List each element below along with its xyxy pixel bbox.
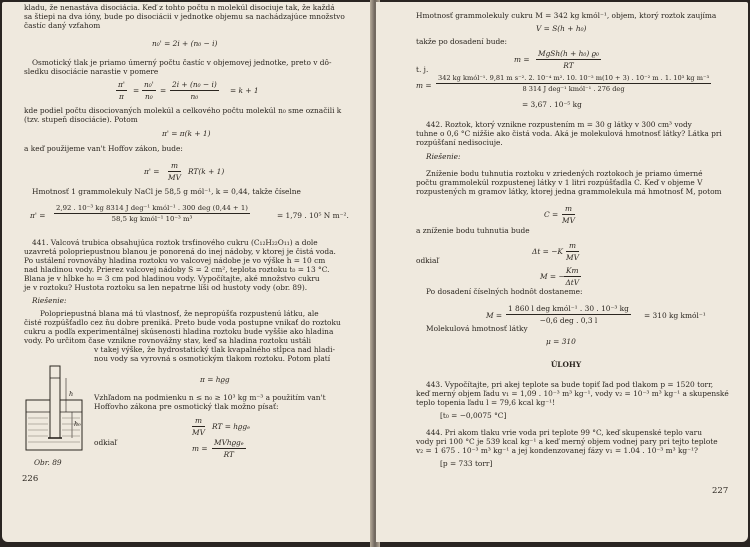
problem-442: tuhne o 0,6 °C nižšie ako čistá voda. Aká je molekulová hmotnosť látky? Látka pri xyxy=(416,129,722,138)
equation-result: = 310 kg kmól⁻¹ xyxy=(644,311,706,320)
equation-tail: RT = hϱgₑ xyxy=(212,422,250,431)
left-line: častíc daný vzťahom xyxy=(24,21,101,30)
fraction: $\frac{\text{2i + (n₀ − i)}}{\text{n₀}}$ xyxy=(172,80,217,101)
left-line: nou vody sa vyrovná s osmotickým tlakom roztoku. Potom platí xyxy=(94,354,331,363)
fraction: $\frac{\text{n₀'}}{\text{n₀}}$ xyxy=(144,80,154,101)
equation: V = S(h + h₀) xyxy=(536,24,587,33)
equation: μ = 310 xyxy=(546,337,576,346)
fraction: $\frac{m}{MV}$ xyxy=(192,416,205,437)
right-line: Molekulová hmotnosť látky xyxy=(426,324,528,333)
equation: π' = xyxy=(144,167,160,176)
left-line: vody. Po určitom čase vznikne rovnovážny stav, keď sa hladina roztoku ustáli xyxy=(24,336,311,345)
problem-441: Po ustálení rovnováhy hladina roztoku vo valcovej nádobe je vo výške h = 10 cm xyxy=(24,256,326,265)
problem-443: teplo topenia ľadu l = 79,6 kcal kg⁻¹! xyxy=(416,398,556,407)
problem-443: 443. Vypočítajte, pri akej teplote sa bude topiť ľad pod tlakom p = 1520 torr, xyxy=(426,380,714,389)
equation: m = xyxy=(416,81,432,90)
left-line: čisté rozpúšťadlo cez ňu dobre preniká. Preto bude voda postupne vnikať do roztoku xyxy=(24,318,341,327)
odkial-label: odkiaľ xyxy=(94,438,117,447)
equation: π' = π(k + 1) xyxy=(162,129,211,138)
problem-443: keď merný objem ľadu v₁ = 1,09 . 10⁻³ m³ kg⁻¹, vody v₂ = 10⁻³ m³ kg⁻¹ a skupenské xyxy=(416,389,729,398)
right-line: počtu grammolekúl rozpustenej látky v 1 litri rozpúšťadla C. Keď v objeme V xyxy=(416,178,703,187)
answer-444: [p = 733 torr] xyxy=(440,459,493,468)
fraction: $\frac{m}{MV}$ xyxy=(566,241,579,262)
equation: C = xyxy=(544,210,559,219)
right-line: Po dosadení číselných hodnôt dostaneme: xyxy=(426,287,583,296)
equation: Δt = −K xyxy=(532,247,563,256)
right-page xyxy=(376,2,748,542)
problem-441: je v roztoku? Hustota roztoku sa len nepatrne líši od hustoty vody (obr. 89). xyxy=(24,283,308,292)
problem-444: vody pri 100 °C je 539 kcal kg⁻¹ a keď merný objem vodnej pary pri tejto teplote xyxy=(416,437,718,446)
equation: m = xyxy=(514,55,530,64)
left-line: v takej výške, že hydrostatický tlak kvapalného stĺpca nad hladi- xyxy=(94,345,335,354)
left-line: Osmotický tlak je priamo úmerný počtu častíc v objemovej jednotke, preto v dô- xyxy=(32,58,332,67)
fraction: MgSh(h + h₀) ϱ₀ RT xyxy=(538,49,599,70)
solution-label: Riešenie: xyxy=(426,152,461,161)
right-line: Hmotnosť grammolekuly cukru M = 342 kg kmól⁻¹, objem, ktorý roztok zaujíma xyxy=(416,11,717,20)
solution-label: Riešenie: xyxy=(32,296,67,305)
left-page xyxy=(2,2,374,542)
fraction: $\frac{m}{MV}$ xyxy=(168,161,181,182)
equation: π = hϱg xyxy=(200,375,230,384)
equation-tail: = 1,79 . 10⁵ N m⁻². xyxy=(277,211,349,220)
problem-442: 442. Roztok, ktorý vznikne rozpustením m = 30 g látky v 300 cm³ vody xyxy=(426,120,692,129)
problem-441: Blana je v hĺbke h₀ = 3 cm pod hladinou vody. Vypočítajte, aké množstvo cukru xyxy=(24,274,320,283)
section-heading: ÚLOHY xyxy=(550,360,582,369)
right-line: rozpustených m gramov látky, ktorej jedna grammolekula má hmotnosť M, potom xyxy=(416,187,722,196)
problem-442: rozpúšťaní nedisociuje. xyxy=(416,138,503,147)
equation: π' = xyxy=(30,211,46,220)
equation: M = xyxy=(486,311,503,320)
problem-444: v₂ = 1 675 . 10⁻³ m³ kg⁻¹ a jej kondenzovanej fázy v₁ = 1.04 . 10⁻³ m³ kg⁻¹? xyxy=(416,446,698,455)
equals: = xyxy=(133,86,140,95)
fraction: 2,92 . 10⁻³ kg 8314 J deg⁻¹ kmól⁻¹ . 300 deg (0,44 + 1) 58,5 kg kmól⁻¹ 10⁻³ m³ xyxy=(56,204,248,223)
left-line: sa štiepi na dva ióny, bude po disociácii v jednotke objemu sa nachádzajúce množstvo xyxy=(24,12,345,21)
fraction: MVhϱgₑ RT xyxy=(214,438,244,459)
left-line: (tzv. stupeň disociácie). Potom xyxy=(24,115,138,124)
equation: m = xyxy=(192,444,208,453)
right-line: t. j. xyxy=(416,65,429,74)
page-number: 227 xyxy=(712,486,729,496)
left-line: Polopriepustná blana má tú vlastnosť, že nepropúšťa rozpustenú látku, ale xyxy=(40,309,319,318)
right-line: takže po dosadení bude: xyxy=(416,37,508,46)
right-line: a zníženie bodu tuhnutia bude xyxy=(416,226,530,235)
left-line: Hoffovho zákona pre osmotický tlak možno písať: xyxy=(94,402,279,411)
odkial-label: odkiaľ xyxy=(416,256,439,265)
left-line: Vzhľadom na podmienku n ≤ n₀ ≥ 10³ kg m⁻³ a použitím van't xyxy=(94,393,326,402)
left-line: cukru a podľa experimentálnej skúsenosti hladina roztoku bude vyššie ako hladina xyxy=(24,327,334,336)
fraction: Km ΔtV xyxy=(565,266,580,287)
problem-441: uzavretá polopriepustnou blanou je ponorená do inej nádoby, v ktorej je čistá voda. xyxy=(24,247,336,256)
figure-label-h0: h₀ xyxy=(74,420,81,428)
fraction: 342 kg kmól⁻¹. 9,81 m s⁻². 2. 10⁻⁴ m². 10. 10⁻² m(10 + 3) . 10⁻² m . 1. 10³ kg m⁻³ 8 314 J deg⁻¹ kmól⁻¹ . 276 deg xyxy=(438,74,710,93)
page-number: 226 xyxy=(22,474,39,484)
problem-441: nad hladinou vody. Prierez valcovej nádoby S = 2 cm², teplota roztoku t₀ = 13 °C. xyxy=(24,265,330,274)
figure-caption: Obr. 89 xyxy=(34,458,62,467)
left-line: sledku disociácie narastie v pomere xyxy=(24,67,159,76)
problem-441: 441. Valcová trubica obsahujúca roztok trsťinového cukru (C₁₂H₂₂O₁₁) a dole xyxy=(32,238,318,247)
left-line: a keď použijeme van't Hoffov zákon, bude: xyxy=(24,144,183,153)
equation: n₀' = 2i + (n₀ − i) xyxy=(152,39,218,48)
fraction: 1 860 l deg kmól⁻¹ . 30 . 10⁻³ kg −0,6 deg . 0,3 l xyxy=(508,304,629,325)
equals: = xyxy=(160,86,167,95)
equation-tail: RT(k + 1) xyxy=(188,167,225,176)
equation-tail: = k + 1 xyxy=(230,86,259,95)
answer-443: [t₀ = −0,0075 °C] xyxy=(440,411,507,420)
equation-result: = 3,67 . 10⁻⁵ kg xyxy=(522,100,582,109)
left-line: kde podiel počtu disociovaných molekúl a celkového počtu molekúl n₀ sme označili k xyxy=(24,106,342,115)
problem-444: 444. Pri akom tlaku vrie voda pri teplote 99 °C, keď skupenské teplo varu xyxy=(426,428,702,437)
right-line: Zníženie bodu tuhnutia roztoku v zriedených roztokoch je priamo úmerné xyxy=(426,169,703,178)
fraction: $\frac{\pi'}{\pi}$ xyxy=(118,80,125,101)
figure-label-h: h xyxy=(69,390,74,398)
left-line: kladu, že nenastáva disociácia. Keď z tohto počtu n molekúl disociuje tak, že každá xyxy=(24,3,335,12)
left-line: Hmotnosť 1 grammolekuly NaCl je 58,5 g mól⁻¹, k = 0,44, takže číselne xyxy=(32,187,301,196)
figure-89-diagram xyxy=(22,362,88,454)
fraction: $\frac{m}{MV}$ xyxy=(562,204,575,225)
equation: M = − xyxy=(540,272,565,281)
